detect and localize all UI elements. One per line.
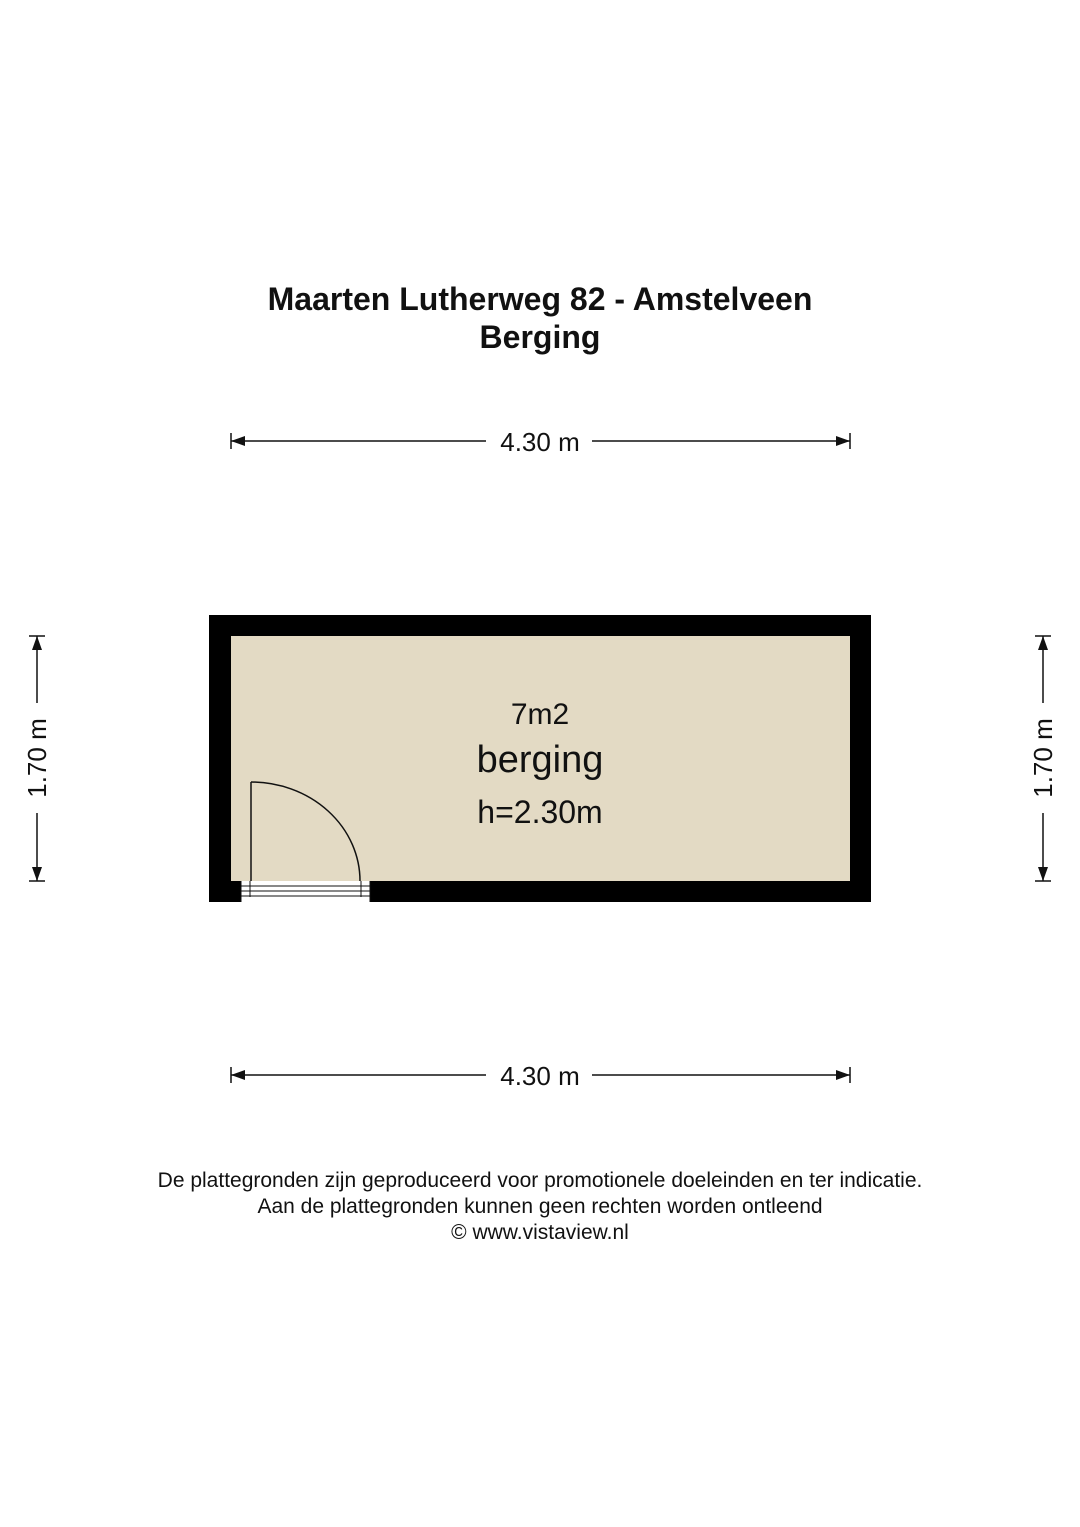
disclaimer-line: Aan de plattegronden kunnen geen rechten worden ontleend	[257, 1195, 823, 1218]
dimension-right-label: 1.70 m	[1028, 718, 1058, 798]
dimension-top-label: 4.30 m	[500, 427, 580, 457]
wall-bottom-right	[370, 881, 871, 902]
arrow-down-icon	[32, 867, 42, 881]
arrow-down-icon	[1038, 867, 1048, 881]
dimension-left	[22, 636, 52, 881]
disclaimer	[0, 1168, 1080, 1246]
disclaimer-line: De plattegronden zijn geproduceerd voor promotionele doeleinden en ter indicatie.	[157, 1169, 923, 1192]
wall-right	[850, 615, 871, 902]
dimension-right	[1028, 636, 1058, 881]
wall-top	[209, 615, 871, 636]
page-title: Maarten Lutherweg 82 - Amstelveen	[267, 281, 813, 317]
arrow-up-icon	[1038, 636, 1048, 650]
copyright: © www.vistaview.nl	[451, 1221, 629, 1244]
room-area: 7m2	[510, 698, 570, 731]
arrow-right-icon	[836, 436, 850, 446]
arrow-up-icon	[32, 636, 42, 650]
room-name: berging	[476, 739, 604, 781]
wall-left	[209, 615, 231, 902]
dimension-left-label: 1.70 m	[22, 718, 52, 798]
arrow-left-icon	[231, 436, 245, 446]
dimension-bottom-label: 4.30 m	[500, 1061, 580, 1091]
dimension-bottom	[231, 1061, 850, 1091]
room-height: h=2.30m	[477, 794, 603, 830]
wall-bottom-left	[209, 881, 241, 902]
dimension-top	[231, 427, 850, 457]
page-subtitle: Berging	[479, 319, 601, 355]
arrow-right-icon	[836, 1070, 850, 1080]
arrow-left-icon	[231, 1070, 245, 1080]
